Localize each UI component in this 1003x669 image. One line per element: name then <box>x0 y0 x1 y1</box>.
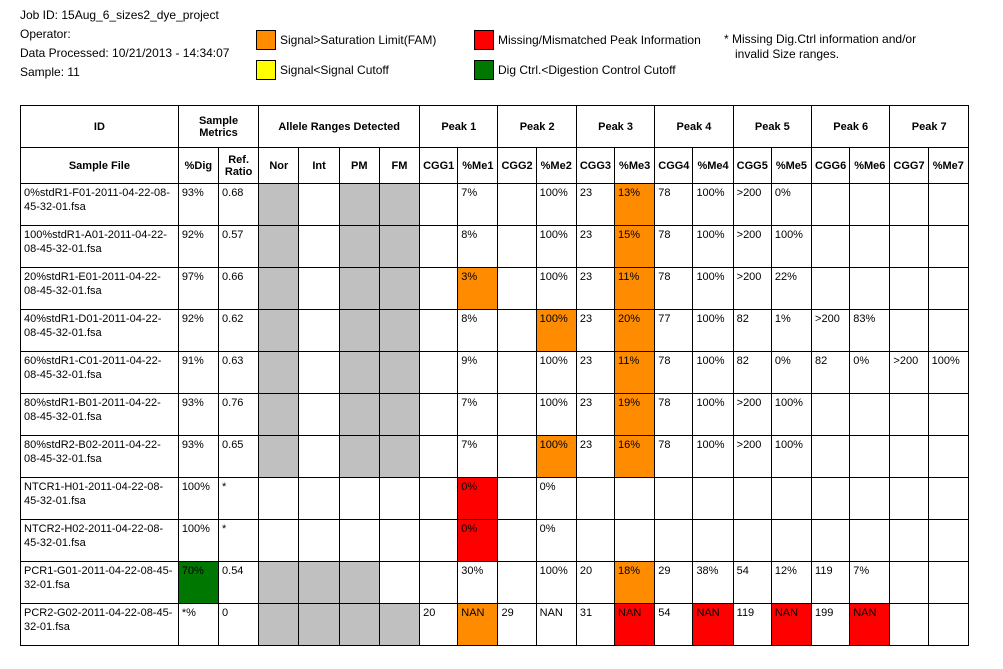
ref-cell: 0.66 <box>219 268 259 310</box>
dig-cell: 97% <box>178 268 218 310</box>
table-row <box>21 226 969 268</box>
legend-note <box>724 32 916 62</box>
sample-file-cell: PCR1-G01-2011-04-22-08-45-32-01.fsa <box>21 562 179 604</box>
cgg6-cell <box>812 520 850 562</box>
int-cell <box>299 310 339 352</box>
sample-file-cell: NTCR1-H01-2011-04-22-08-45-32-01.fsa <box>21 478 179 520</box>
cgg6-cell <box>812 394 850 436</box>
me2-header: %Me2 <box>536 148 576 184</box>
pm-cell <box>339 268 379 310</box>
int-cell <box>299 184 339 226</box>
me6-cell: NAN <box>850 604 890 646</box>
cgg2-cell <box>498 352 536 394</box>
cgg6-cell <box>812 184 850 226</box>
cgg6-cell <box>812 436 850 478</box>
peak7-header: Peak 7 <box>890 106 969 148</box>
me4-cell: 100% <box>693 226 733 268</box>
me3-cell: 20% <box>615 310 655 352</box>
ref-cell: 0.57 <box>219 226 259 268</box>
nor-cell <box>259 352 299 394</box>
sample-file-cell: PCR2-G02-2011-04-22-08-45-32-01.fsa <box>21 604 179 646</box>
me3-cell: 11% <box>615 268 655 310</box>
cgg2-cell <box>498 436 536 478</box>
nor-cell <box>259 478 299 520</box>
ref-cell: 0.76 <box>219 394 259 436</box>
nor-cell <box>259 226 299 268</box>
cgg7-cell: >200 <box>890 352 928 394</box>
table-row <box>21 184 969 226</box>
cgg7-cell <box>890 436 928 478</box>
operator: Operator: <box>20 27 71 41</box>
sample-file-cell: 80%stdR1-B01-2011-04-22-08-45-32-01.fsa <box>21 394 179 436</box>
me2-cell: 100% <box>536 436 576 478</box>
me4-cell <box>693 520 733 562</box>
ref-cell: 0.65 <box>219 436 259 478</box>
me4-cell: 100% <box>693 436 733 478</box>
fm-cell <box>379 268 419 310</box>
cgg4-cell: 77 <box>655 310 693 352</box>
cgg4-header: CGG4 <box>655 148 693 184</box>
cgg4-cell <box>655 520 693 562</box>
dig-header: %Dig <box>178 148 218 184</box>
cgg6-cell <box>812 226 850 268</box>
cgg4-cell: 78 <box>655 436 693 478</box>
cgg4-cell: 29 <box>655 562 693 604</box>
peak6-header: Peak 6 <box>812 106 890 148</box>
me3-cell: 15% <box>615 226 655 268</box>
legend-saturation-label: Signal>Saturation Limit(FAM) <box>280 33 437 47</box>
cgg7-cell <box>890 562 928 604</box>
pm-cell <box>339 520 379 562</box>
cgg3-cell <box>576 520 614 562</box>
column-header-row <box>21 148 969 184</box>
legend-saturation <box>256 30 436 50</box>
me5-cell: 100% <box>771 394 811 436</box>
me5-cell: 100% <box>771 226 811 268</box>
cgg6-cell: 119 <box>812 562 850 604</box>
pm-cell <box>339 310 379 352</box>
ref-cell: 0.54 <box>219 562 259 604</box>
sample-file-cell: NTCR2-H02-2011-04-22-08-45-32-01.fsa <box>21 520 179 562</box>
nor-cell <box>259 184 299 226</box>
pm-cell <box>339 184 379 226</box>
me3-cell <box>615 520 655 562</box>
me7-cell <box>928 310 968 352</box>
cgg5-cell: >200 <box>733 394 771 436</box>
me5-cell: 0% <box>771 184 811 226</box>
cgg3-cell: 23 <box>576 394 614 436</box>
cgg7-cell <box>890 604 928 646</box>
cgg5-cell <box>733 520 771 562</box>
me5-cell: 12% <box>771 562 811 604</box>
fm-cell <box>379 394 419 436</box>
cgg3-cell: 23 <box>576 268 614 310</box>
cgg7-cell <box>890 520 928 562</box>
me5-cell: NAN <box>771 604 811 646</box>
me1-cell: 7% <box>458 184 498 226</box>
yellow-swatch <box>256 60 276 80</box>
cgg5-cell <box>733 478 771 520</box>
me2-cell: 0% <box>536 520 576 562</box>
cgg7-cell <box>890 478 928 520</box>
me7-header: %Me7 <box>928 148 968 184</box>
cgg4-cell: 78 <box>655 268 693 310</box>
cgg7-header: CGG7 <box>890 148 928 184</box>
me4-cell: 100% <box>693 352 733 394</box>
cgg5-cell: 82 <box>733 352 771 394</box>
me1-cell: 0% <box>458 478 498 520</box>
me5-cell <box>771 478 811 520</box>
int-cell <box>299 604 339 646</box>
nor-cell <box>259 436 299 478</box>
cgg7-cell <box>890 394 928 436</box>
me4-cell: 100% <box>693 184 733 226</box>
me1-cell: 7% <box>458 394 498 436</box>
fm-cell <box>379 604 419 646</box>
me1-cell: 30% <box>458 562 498 604</box>
me6-cell: 7% <box>850 562 890 604</box>
orange-swatch <box>256 30 276 50</box>
me7-cell <box>928 520 968 562</box>
me7-cell <box>928 268 968 310</box>
ref-ratio-header: Ref. Ratio <box>219 148 259 184</box>
pm-cell <box>339 562 379 604</box>
fm-cell <box>379 184 419 226</box>
green-swatch <box>474 60 494 80</box>
me1-cell: 3% <box>458 268 498 310</box>
note-line-1: * Missing Dig.Ctrl information and/or <box>724 32 917 46</box>
cgg4-cell: 78 <box>655 352 693 394</box>
cgg2-cell <box>498 268 536 310</box>
me1-header: %Me1 <box>458 148 498 184</box>
me2-cell: 100% <box>536 268 576 310</box>
me7-cell <box>928 436 968 478</box>
legend-cutoff-label: Signal<Signal Cutoff <box>280 63 389 77</box>
fm-cell <box>379 520 419 562</box>
me5-cell: 100% <box>771 436 811 478</box>
table-row <box>21 310 969 352</box>
cgg1-cell <box>420 268 458 310</box>
dig-cell: 91% <box>178 352 218 394</box>
peak4-header: Peak 4 <box>655 106 733 148</box>
cgg5-cell: 119 <box>733 604 771 646</box>
cgg1-header: CGG1 <box>420 148 458 184</box>
cgg6-cell: 82 <box>812 352 850 394</box>
pm-cell <box>339 394 379 436</box>
cgg3-header: CGG3 <box>576 148 614 184</box>
fm-cell <box>379 310 419 352</box>
me3-header: %Me3 <box>615 148 655 184</box>
int-cell <box>299 394 339 436</box>
job-id: Job ID: 15Aug_6_sizes2_dye_project <box>20 8 219 22</box>
me3-cell: 13% <box>615 184 655 226</box>
me1-cell: 8% <box>458 310 498 352</box>
fm-cell <box>379 352 419 394</box>
sample-file-cell: 100%stdR1-A01-2011-04-22-08-45-32-01.fsa <box>21 226 179 268</box>
cgg6-cell <box>812 478 850 520</box>
cgg4-cell <box>655 478 693 520</box>
me7-cell <box>928 562 968 604</box>
ref-cell: 0.62 <box>219 310 259 352</box>
me6-cell <box>850 268 890 310</box>
legend-digestion-label: Dig Ctrl.<Digestion Control Cutoff <box>498 63 676 77</box>
cgg5-cell: >200 <box>733 184 771 226</box>
cgg5-cell: >200 <box>733 436 771 478</box>
nor-cell <box>259 268 299 310</box>
allele-ranges-header: Allele Ranges Detected <box>259 106 420 148</box>
cgg1-cell <box>420 562 458 604</box>
me1-cell: 7% <box>458 436 498 478</box>
cgg3-cell <box>576 478 614 520</box>
fm-cell <box>379 562 419 604</box>
cgg4-cell: 78 <box>655 394 693 436</box>
fm-cell <box>379 478 419 520</box>
pm-cell <box>339 478 379 520</box>
cgg5-cell: >200 <box>733 226 771 268</box>
int-cell <box>299 436 339 478</box>
cgg7-cell <box>890 268 928 310</box>
sample-file-cell: 0%stdR1-F01-2011-04-22-08-45-32-01.fsa <box>21 184 179 226</box>
nor-cell <box>259 394 299 436</box>
int-header: Int <box>299 148 339 184</box>
cgg2-cell <box>498 184 536 226</box>
cgg3-cell: 20 <box>576 562 614 604</box>
nor-cell <box>259 562 299 604</box>
cgg1-cell <box>420 394 458 436</box>
cgg5-cell: 82 <box>733 310 771 352</box>
me6-cell <box>850 394 890 436</box>
peak5-header: Peak 5 <box>733 106 811 148</box>
me6-cell <box>850 520 890 562</box>
me5-cell: 1% <box>771 310 811 352</box>
legend-digestion <box>474 60 676 80</box>
me7-cell <box>928 184 968 226</box>
nor-cell <box>259 604 299 646</box>
ref-cell: 0.68 <box>219 184 259 226</box>
cgg6-header: CGG6 <box>812 148 850 184</box>
me7-cell <box>928 604 968 646</box>
nor-cell <box>259 520 299 562</box>
dig-cell: *% <box>178 604 218 646</box>
me6-cell: 0% <box>850 352 890 394</box>
cgg2-cell <box>498 562 536 604</box>
me5-cell <box>771 520 811 562</box>
dig-cell: 70% <box>178 562 218 604</box>
me2-cell: 0% <box>536 478 576 520</box>
nor-cell <box>259 310 299 352</box>
cgg1-cell <box>420 352 458 394</box>
cgg5-header: CGG5 <box>733 148 771 184</box>
legend-cutoff <box>256 60 389 80</box>
fm-cell <box>379 436 419 478</box>
cgg1-cell <box>420 436 458 478</box>
me4-cell: 100% <box>693 310 733 352</box>
dig-cell: 93% <box>178 436 218 478</box>
me6-cell: 83% <box>850 310 890 352</box>
me2-cell: 100% <box>536 310 576 352</box>
table-row <box>21 352 969 394</box>
pm-cell <box>339 352 379 394</box>
cgg2-cell <box>498 520 536 562</box>
fm-cell <box>379 226 419 268</box>
int-cell <box>299 478 339 520</box>
pm-cell <box>339 604 379 646</box>
me2-cell: NAN <box>536 604 576 646</box>
peak3-header: Peak 3 <box>576 106 654 148</box>
cgg5-cell: >200 <box>733 268 771 310</box>
table-row <box>21 562 969 604</box>
cgg2-cell <box>498 226 536 268</box>
red-swatch <box>474 30 494 50</box>
cgg3-cell: 23 <box>576 352 614 394</box>
me5-cell: 22% <box>771 268 811 310</box>
me6-cell <box>850 226 890 268</box>
cgg3-cell: 23 <box>576 436 614 478</box>
pm-header: PM <box>339 148 379 184</box>
me4-cell <box>693 478 733 520</box>
legend-missing <box>474 30 701 50</box>
sample-metrics-header: Sample Metrics <box>178 106 258 148</box>
table-row <box>21 394 969 436</box>
cgg6-cell <box>812 268 850 310</box>
me2-cell: 100% <box>536 562 576 604</box>
me1-cell: 0% <box>458 520 498 562</box>
cgg7-cell <box>890 226 928 268</box>
me7-cell <box>928 226 968 268</box>
cgg2-cell <box>498 394 536 436</box>
peak1-header: Peak 1 <box>420 106 498 148</box>
dig-cell: 92% <box>178 226 218 268</box>
dig-cell: 93% <box>178 394 218 436</box>
me6-cell <box>850 436 890 478</box>
me3-cell: 16% <box>615 436 655 478</box>
ref-cell: 0 <box>219 604 259 646</box>
cgg4-cell: 78 <box>655 226 693 268</box>
sample-file-header: Sample File <box>21 148 179 184</box>
cgg1-cell <box>420 226 458 268</box>
results-table <box>20 105 969 646</box>
me3-cell: 19% <box>615 394 655 436</box>
cgg3-cell: 23 <box>576 310 614 352</box>
cgg1-cell <box>420 310 458 352</box>
cgg1-cell: 20 <box>420 604 458 646</box>
me4-cell: 38% <box>693 562 733 604</box>
cgg1-cell <box>420 478 458 520</box>
ref-cell: * <box>219 520 259 562</box>
table-row <box>21 604 969 646</box>
ref-cell: 0.63 <box>219 352 259 394</box>
table-row <box>21 268 969 310</box>
me2-cell: 100% <box>536 352 576 394</box>
me7-cell <box>928 478 968 520</box>
ref-cell: * <box>219 478 259 520</box>
table-row <box>21 478 969 520</box>
me2-cell: 100% <box>536 184 576 226</box>
table-row <box>21 436 969 478</box>
id-header: ID <box>21 106 179 148</box>
cgg1-cell <box>420 184 458 226</box>
table-row <box>21 520 969 562</box>
sample-file-cell: 80%stdR2-B02-2011-04-22-08-45-32-01.fsa <box>21 436 179 478</box>
int-cell <box>299 226 339 268</box>
me1-cell: 8% <box>458 226 498 268</box>
note-line-2: invalid Size ranges. <box>735 47 840 61</box>
cgg4-cell: 78 <box>655 184 693 226</box>
fm-header: FM <box>379 148 419 184</box>
cgg3-cell: 31 <box>576 604 614 646</box>
me6-header: %Me6 <box>850 148 890 184</box>
me6-cell <box>850 478 890 520</box>
dig-cell: 93% <box>178 184 218 226</box>
me5-cell: 0% <box>771 352 811 394</box>
dig-cell: 100% <box>178 520 218 562</box>
pm-cell <box>339 226 379 268</box>
me1-cell: NAN <box>458 604 498 646</box>
me4-cell: NAN <box>693 604 733 646</box>
me4-cell: 100% <box>693 394 733 436</box>
int-cell <box>299 352 339 394</box>
int-cell <box>299 520 339 562</box>
me4-header: %Me4 <box>693 148 733 184</box>
me5-header: %Me5 <box>771 148 811 184</box>
me6-cell <box>850 184 890 226</box>
me2-cell: 100% <box>536 226 576 268</box>
sample-file-cell: 60%stdR1-C01-2011-04-22-08-45-32-01.fsa <box>21 352 179 394</box>
sample-file-cell: 20%stdR1-E01-2011-04-22-08-45-32-01.fsa <box>21 268 179 310</box>
peak2-header: Peak 2 <box>498 106 576 148</box>
legend-missing-label: Missing/Mismatched Peak Information <box>498 33 701 47</box>
int-cell <box>299 562 339 604</box>
cgg4-cell: 54 <box>655 604 693 646</box>
me4-cell: 100% <box>693 268 733 310</box>
me3-cell: 18% <box>615 562 655 604</box>
me3-cell: NAN <box>615 604 655 646</box>
data-processed: Data Processed: 10/21/2013 - 14:34:07 <box>20 46 230 60</box>
cgg5-cell: 54 <box>733 562 771 604</box>
cgg2-cell <box>498 310 536 352</box>
dig-cell: 100% <box>178 478 218 520</box>
nor-header: Nor <box>259 148 299 184</box>
cgg2-header: CGG2 <box>498 148 536 184</box>
job-info <box>20 6 229 82</box>
cgg7-cell <box>890 310 928 352</box>
me7-cell <box>928 394 968 436</box>
sample-count: Sample: 11 <box>20 65 80 79</box>
cgg3-cell: 23 <box>576 226 614 268</box>
cgg6-cell: >200 <box>812 310 850 352</box>
cgg2-cell <box>498 478 536 520</box>
me3-cell: 11% <box>615 352 655 394</box>
pm-cell <box>339 436 379 478</box>
me7-cell: 100% <box>928 352 968 394</box>
cgg2-cell: 29 <box>498 604 536 646</box>
cgg3-cell: 23 <box>576 184 614 226</box>
group-header-row <box>21 106 969 148</box>
me2-cell: 100% <box>536 394 576 436</box>
me1-cell: 9% <box>458 352 498 394</box>
sample-file-cell: 40%stdR1-D01-2011-04-22-08-45-32-01.fsa <box>21 310 179 352</box>
dig-cell: 92% <box>178 310 218 352</box>
cgg1-cell <box>420 520 458 562</box>
me3-cell <box>615 478 655 520</box>
cgg6-cell: 199 <box>812 604 850 646</box>
int-cell <box>299 268 339 310</box>
cgg7-cell <box>890 184 928 226</box>
